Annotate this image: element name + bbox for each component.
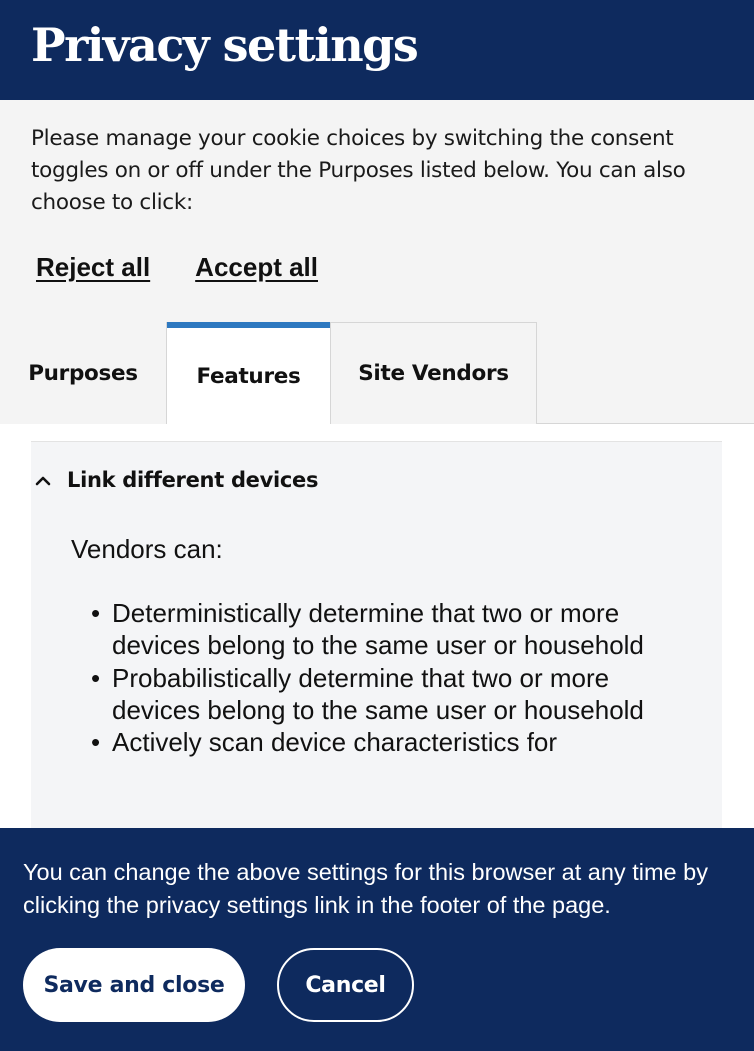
intro-text: Please manage your cookie choices by switching the consent toggles on or off under the Purposes listed below. You can also choose to click: xyxy=(31,126,686,215)
accept-all-link[interactable]: Accept all xyxy=(195,252,318,282)
feature-bullet-list xyxy=(91,597,701,758)
list-item: • Deterministically determine that two or more devices belong to the same user or household xyxy=(91,597,701,662)
tab-features[interactable]: Features xyxy=(167,322,330,425)
tab-bar xyxy=(0,322,754,424)
feature-intro: Vendors can: xyxy=(71,534,223,564)
save-and-close-button[interactable]: Save and close xyxy=(23,948,245,1022)
footer-bar xyxy=(0,828,754,1051)
feature-accordion-header[interactable] xyxy=(31,468,318,492)
chevron-up-icon xyxy=(31,471,67,490)
page-title: Privacy settings xyxy=(31,18,418,72)
list-item: • Actively scan device characteristics for xyxy=(91,726,701,758)
cancel-button[interactable]: Cancel xyxy=(277,948,414,1022)
tab-purposes[interactable]: Purposes xyxy=(0,322,167,424)
feature-accordion xyxy=(31,441,722,834)
privacy-header xyxy=(0,0,754,100)
tab-site-vendors[interactable]: Site Vendors xyxy=(330,322,537,424)
features-panel xyxy=(0,424,754,834)
footer-text: You can change the above settings for this browser at any time by clicking the privacy settings link in the footer of the page. xyxy=(23,859,708,918)
feature-title: Link different devices xyxy=(67,468,319,492)
bulk-actions xyxy=(36,252,318,283)
reject-all-link[interactable]: Reject all xyxy=(36,252,151,282)
list-item: • Probabilistically determine that two or more devices belong to the same user or household xyxy=(91,662,701,727)
